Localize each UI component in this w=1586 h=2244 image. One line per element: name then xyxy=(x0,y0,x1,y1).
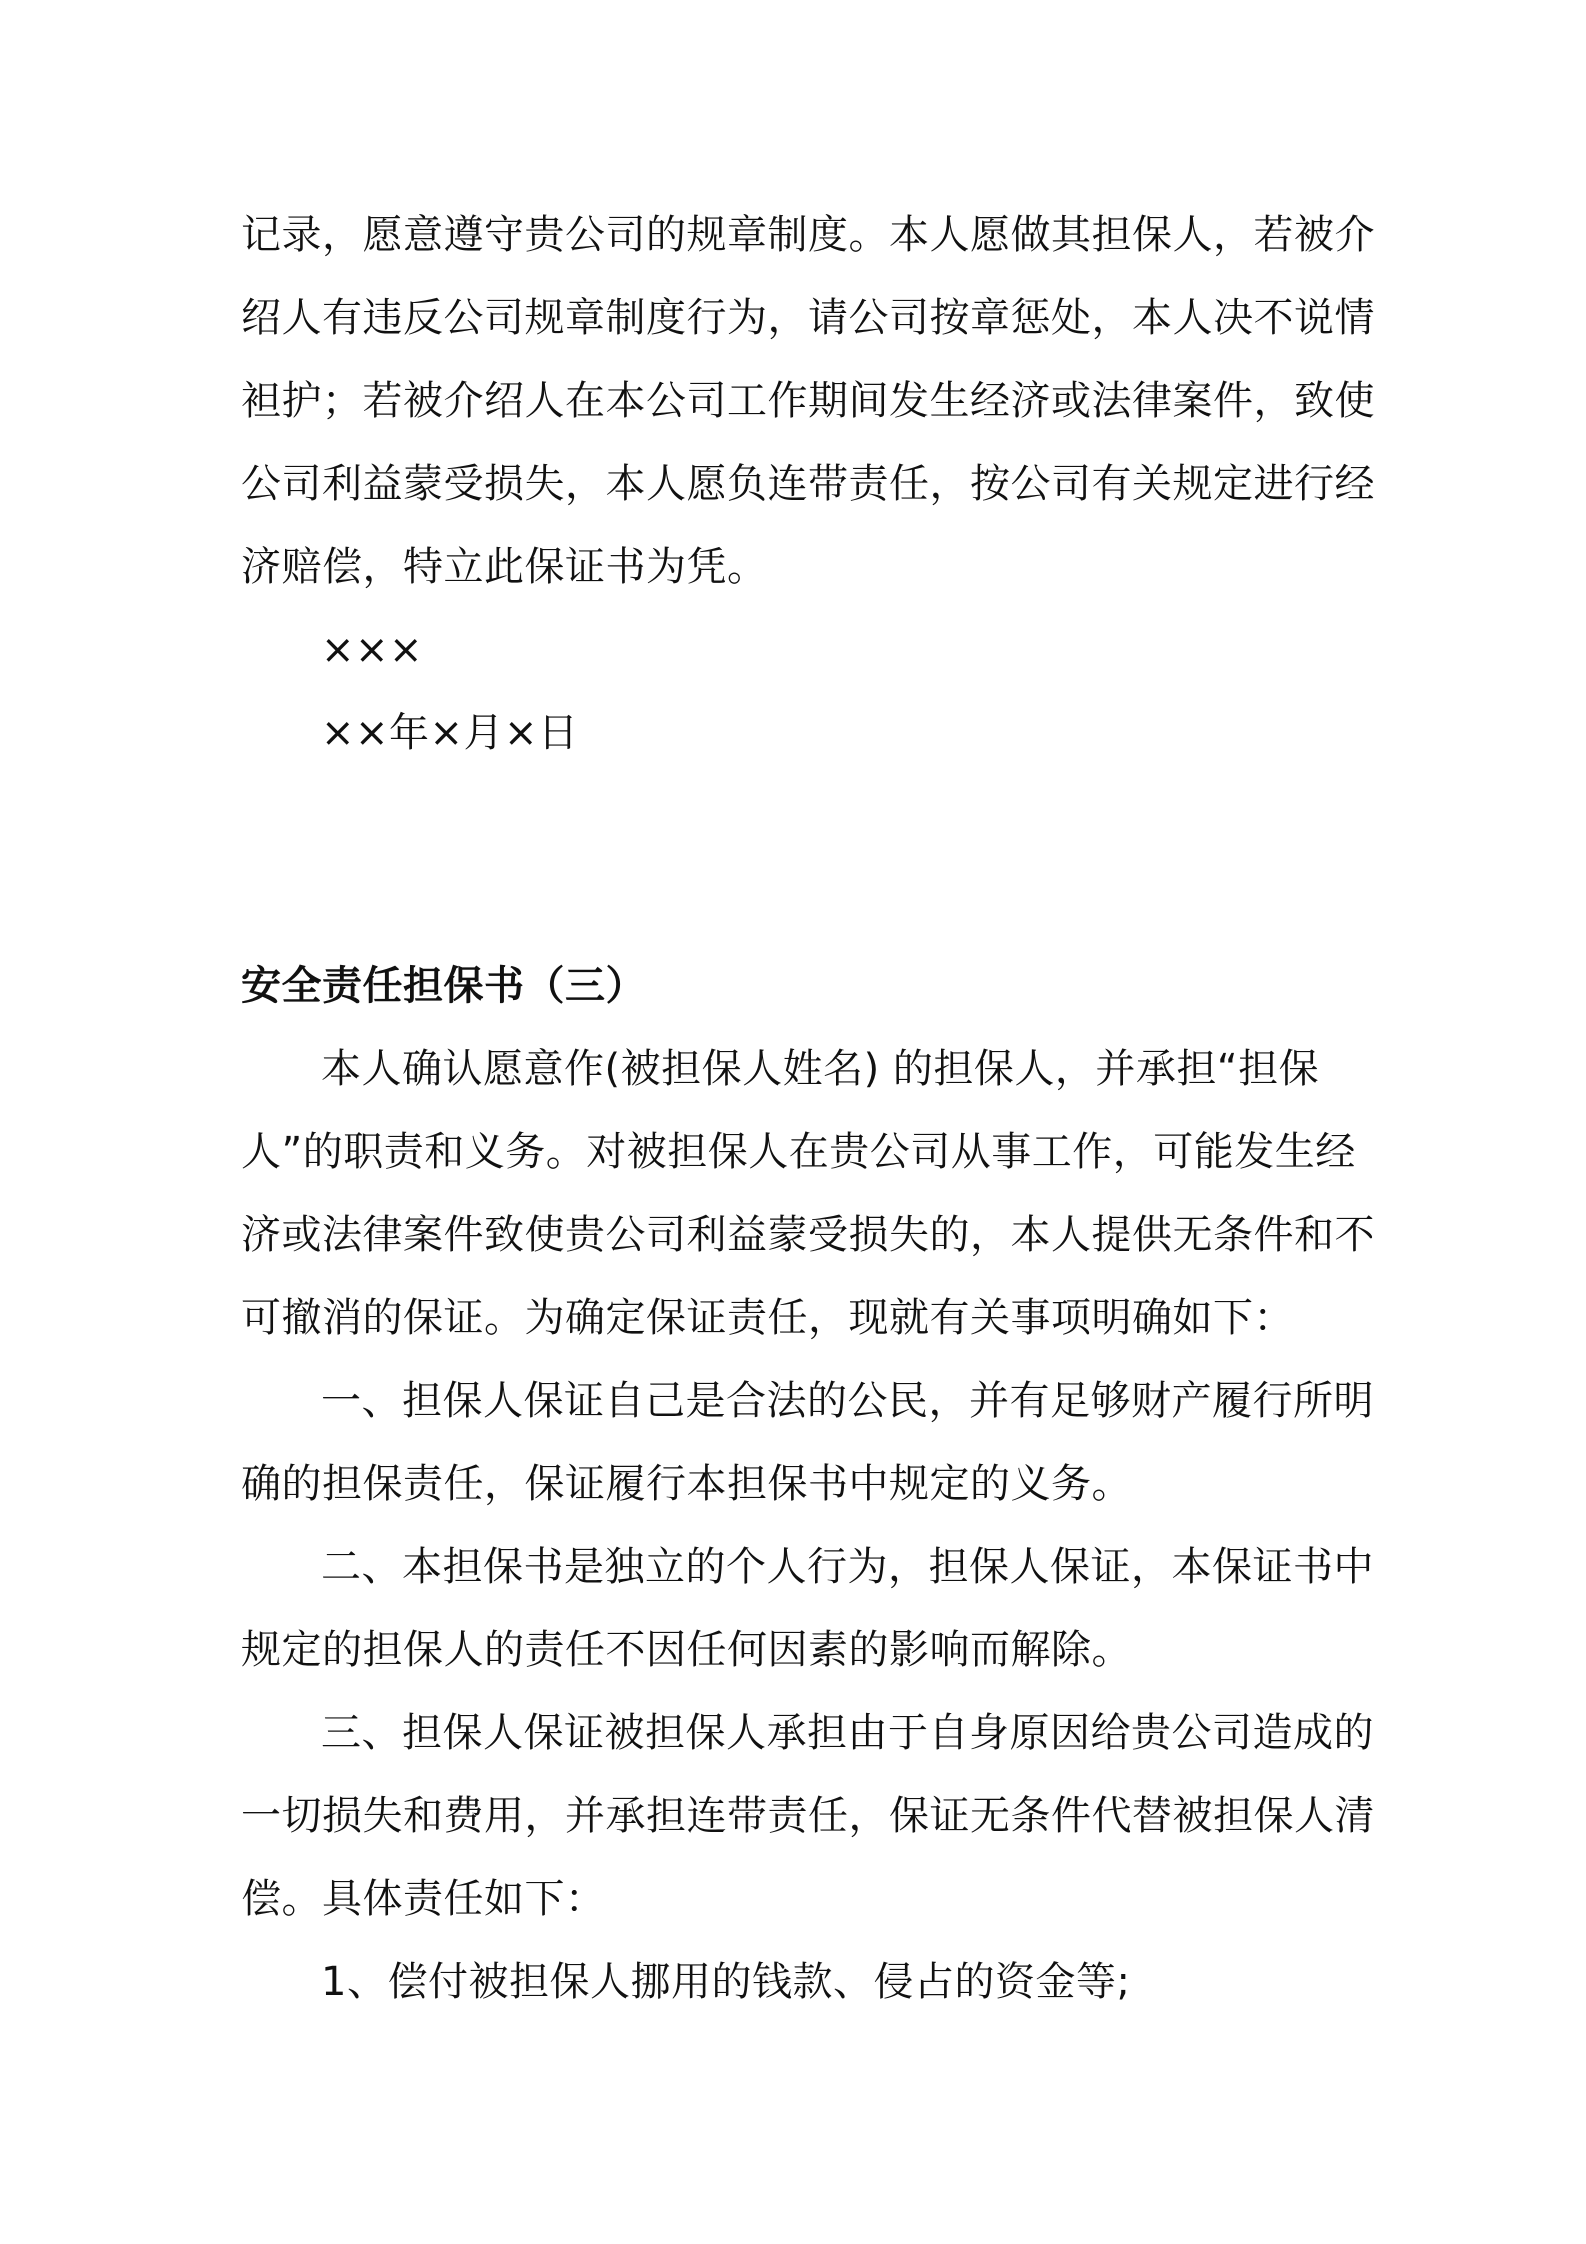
signature-date: ××年×月×日 xyxy=(321,710,579,756)
paragraph-line: 袒护；若被介绍人在本公司工作期间发生经济或法律案件，致使 xyxy=(241,378,1375,424)
clause-3-line: 偿。具体责任如下： xyxy=(241,1876,606,1922)
clause-2-line: 规定的担保人的责任不因任何因素的影响而解除。 xyxy=(241,1627,1132,1673)
section-spacer xyxy=(241,775,1359,945)
intro-line: 本人确认愿意作(被担保人姓名) 的担保人，并承担“担保 xyxy=(321,1046,1320,1092)
section-title: 安全责任担保书（三） xyxy=(241,963,646,1009)
intro-line: 可撤消的保证。为确定保证责任，现就有关事项明确如下： xyxy=(241,1295,1294,1341)
clause-3-line: 三、担保人保证被担保人承担由于自身原因给贵公司造成的 xyxy=(321,1710,1374,1756)
paragraph-line: 公司利益蒙受损失，本人愿负连带责任，按公司有关规定进行经 xyxy=(241,461,1375,507)
clause-2-line: 二、本担保书是独立的个人行为，担保人保证，本保证书中 xyxy=(321,1544,1374,1590)
signature-name: ××× xyxy=(321,627,424,673)
intro-line: 人”的职责和义务。对被担保人在贵公司从事工作，可能发生经 xyxy=(241,1129,1356,1175)
clause-1-line: 确的担保责任，保证履行本担保书中规定的义务。 xyxy=(241,1461,1132,1507)
document-body xyxy=(241,194,1375,2024)
paragraph-line: 记录，愿意遵守贵公司的规章制度。本人愿做其担保人，若被介 xyxy=(241,212,1375,258)
paragraph-line: 绍人有违反公司规章制度行为，请公司按章惩处，本人决不说情 xyxy=(241,295,1375,341)
paragraph-line: 济赔偿，特立此保证书为凭。 xyxy=(241,544,768,590)
clause-1-line: 一、担保人保证自己是合法的公民，并有足够财产履行所明 xyxy=(321,1378,1374,1424)
clause-3-line: 一切损失和费用，并承担连带责任，保证无条件代替被担保人清 xyxy=(241,1793,1375,1839)
intro-line: 济或法律案件致使贵公司利益蒙受损失的，本人提供无条件和不 xyxy=(241,1212,1375,1258)
list-item: 1、偿付被担保人挪用的钱款、侵占的资金等; xyxy=(321,1959,1131,2005)
